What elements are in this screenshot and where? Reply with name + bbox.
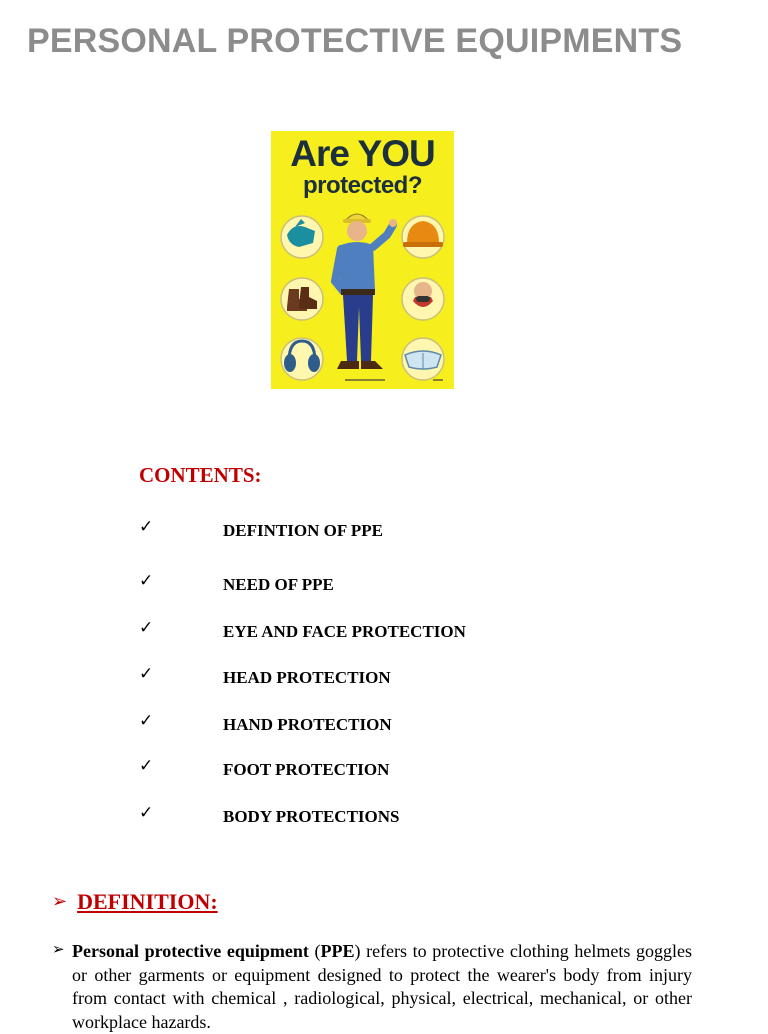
definition-title: DEFINITION:	[77, 889, 218, 914]
ppe-poster	[271, 131, 454, 389]
worker-figure	[335, 214, 397, 369]
checkmark-icon: ✓	[139, 618, 154, 638]
hard-hat-icon	[402, 216, 444, 258]
list-item	[0, 517, 768, 547]
contents-item-label: DEFINTION OF PPE	[223, 521, 383, 540]
arrow-bullet-icon: ➢	[52, 891, 68, 912]
poster-headline: Are YOU	[290, 133, 435, 174]
contents-item-label: NEED OF PPE	[223, 575, 334, 594]
contents-item-label: BODY PROTECTIONS	[223, 807, 400, 826]
checkmark-icon: ✓	[139, 711, 154, 731]
list-item	[0, 711, 768, 741]
checkmark-icon: ✓	[139, 517, 154, 537]
document-title: PERSONAL PROTECTIVE EQUIPMENTS	[27, 22, 683, 60]
poster-footer-text-line	[433, 379, 443, 381]
gloves-icon	[281, 216, 323, 258]
contents-item-label: FOOT PROTECTION	[223, 760, 390, 779]
list-item	[0, 756, 768, 786]
contents-item-label: EYE AND FACE PROTECTION	[223, 622, 466, 641]
contents-item-label: HAND PROTECTION	[223, 715, 392, 734]
checkmark-icon: ✓	[139, 756, 154, 776]
poster-footer-text-line	[345, 379, 385, 381]
checkmark-icon: ✓	[139, 571, 154, 591]
poster-subheadline: protected?	[302, 172, 422, 199]
definition-heading	[52, 889, 218, 915]
respirator-mask-icon	[402, 278, 444, 320]
boots-icon	[281, 278, 323, 320]
list-item	[0, 664, 768, 694]
definition-term: Personal protective equipment	[72, 941, 309, 961]
definition-paragraph	[72, 940, 692, 1034]
definition-text: ) refers to protective clothing helmets goggles or other garments or equipment designed to protect the wearer's body from injury from contact with chemical , radiological, physical, electrical, mechanical, or other workplace hazards.	[72, 941, 693, 1032]
list-item	[0, 571, 768, 601]
list-item	[0, 803, 768, 833]
contents-item-label: HEAD PROTECTION	[223, 668, 391, 687]
safety-glasses-icon	[402, 338, 444, 380]
checkmark-icon: ✓	[139, 803, 154, 823]
definition-abbr: PPE	[320, 941, 355, 961]
arrow-bullet-icon: ➢	[52, 940, 65, 958]
checkmark-icon: ✓	[139, 664, 154, 684]
list-item	[0, 618, 768, 648]
definition-open-paren: (	[308, 941, 321, 961]
contents-heading: CONTENTS:	[139, 463, 262, 487]
ear-muffs-icon	[281, 338, 323, 380]
